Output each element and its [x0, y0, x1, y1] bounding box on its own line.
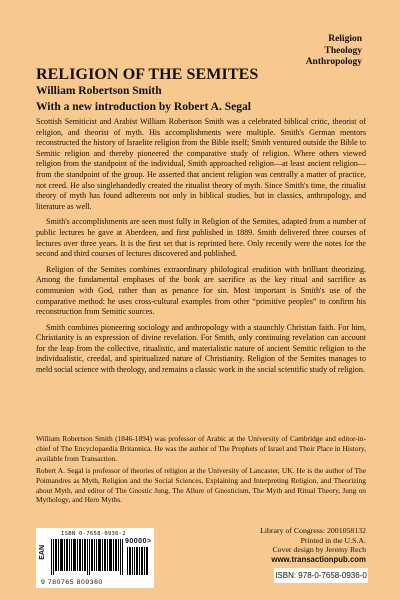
barcode-isbn-label: ISBN 0-7658-0936-2: [61, 531, 127, 537]
editor-bio-text: Robert A. Segal is professor of theories of religion at the University of Lancaster, UK. He is the author of The Poimandres as Myth, Religion and the Social Sciences, Explaining and Interpreting Religion, and Theorizing about Myth, and editor of The Gnostic Jung, The Allure of Gnosticism, The Myth and Ritual Theory, Jung on Mythology, and Hero Myths.: [36, 466, 366, 505]
author-bio: [36, 434, 366, 463]
description-paragraph: Smith's accomplishments are seen most fully in Religion of the Semites, adapted from a number of public lectures he gave at Aberdeen, and first published in 1889. Smith delivered three courses of lectures over three years. It is the first set that is reprinted here. Only recently were the notes for the second and third courses of lectures discovered and published.: [36, 217, 366, 259]
book-description: [36, 117, 366, 376]
category-religion: Religion: [328, 34, 362, 44]
editor-bio: [36, 466, 366, 505]
book-title: RELIGION OF THE SEMITES: [36, 66, 259, 83]
barcode-digits: 9 780765 809360: [41, 579, 103, 586]
library-of-congress: Library of Congress: 2001058132: [260, 526, 366, 535]
subject-categories: [306, 34, 362, 69]
isbn-label: ISBN: 978-0-7658-0936-0: [274, 568, 368, 583]
category-anthropology: Anthropology: [305, 57, 362, 67]
description-paragraph: Scottish Semiticist and Arabist William Robertson Smith was a celebrated biblical critic, theorist of religion, and theorist of myth. His accomplishments were multiple. Smith's German mentors reconstructed the history of Israelite religion from the Bible itself; Smith ventured outside the Bible to Semitic religion and thereby pioneered the comparative study of religion. Where others viewed religion from the standpoint of the individual, Smith approached religion—at least ancient religion—from the standpoint of the group. He asserted that ancient religion was centrally a matter of practice, not creed. He also singlehandedly created the ritualist theory of myth. Since Smith's time, the ritualist theory of myth has found adherents not only in biblical studies, but in classics, anthropology, and literature as well.: [36, 117, 366, 211]
cover-design-credit: Cover design by Jeremy Rech: [272, 545, 366, 555]
author-bio-text: William Robertson Smith (1846-1894) was professor of Arabic at the University of Cambridge and editor-in-chief of The Encyclopaedia Britannica. He was the author of The Prophets of Israel and Their Place in History, available from Transaction.: [36, 434, 366, 463]
barcode: [36, 528, 154, 588]
barcode-addon-bars: [127, 547, 149, 575]
barcode-bars: [51, 539, 125, 575]
ean-label: EAN: [39, 545, 46, 560]
category-theology: Theology: [324, 45, 362, 56]
description-paragraph: Smith combines pioneering sociology and anthropology with a staunchly Christian faith. For him, Christianity is an expression of divine revelation. For Smith, only continuing revelation can account for the leap from the collective, ritualistic, and materialistic nature of ancient Semitic religion to the individualistic, creedal, and spiritualized nature of Christianity. Religion of the Semites manages to meld social science with theology, and remains a classic work in the social scientific study of religion.: [36, 322, 366, 375]
description-paragraph: Religion of the Semites combines extraordinary philological erudition with brilliant theorizing. Among the fundamental emphases of the book are sacrifice as the key ritual and sacrifice as communion with God, rather than as penance for sin. Most important is Smith's use of the comparative method: he uses cross-cultural examples from other “primitive peoples” to confirm his reconstruction from Semitic sources.: [36, 264, 366, 317]
printed-in: Printed in the U.S.A.: [300, 535, 366, 545]
price-code: 90000>: [125, 538, 152, 545]
publisher-info: [260, 526, 366, 564]
introduction-credit: With a new introduction by Robert A. Segal: [36, 101, 251, 113]
publisher-website: www.transactionpub.com: [271, 554, 366, 564]
author-name: William Robertson Smith: [36, 85, 162, 97]
